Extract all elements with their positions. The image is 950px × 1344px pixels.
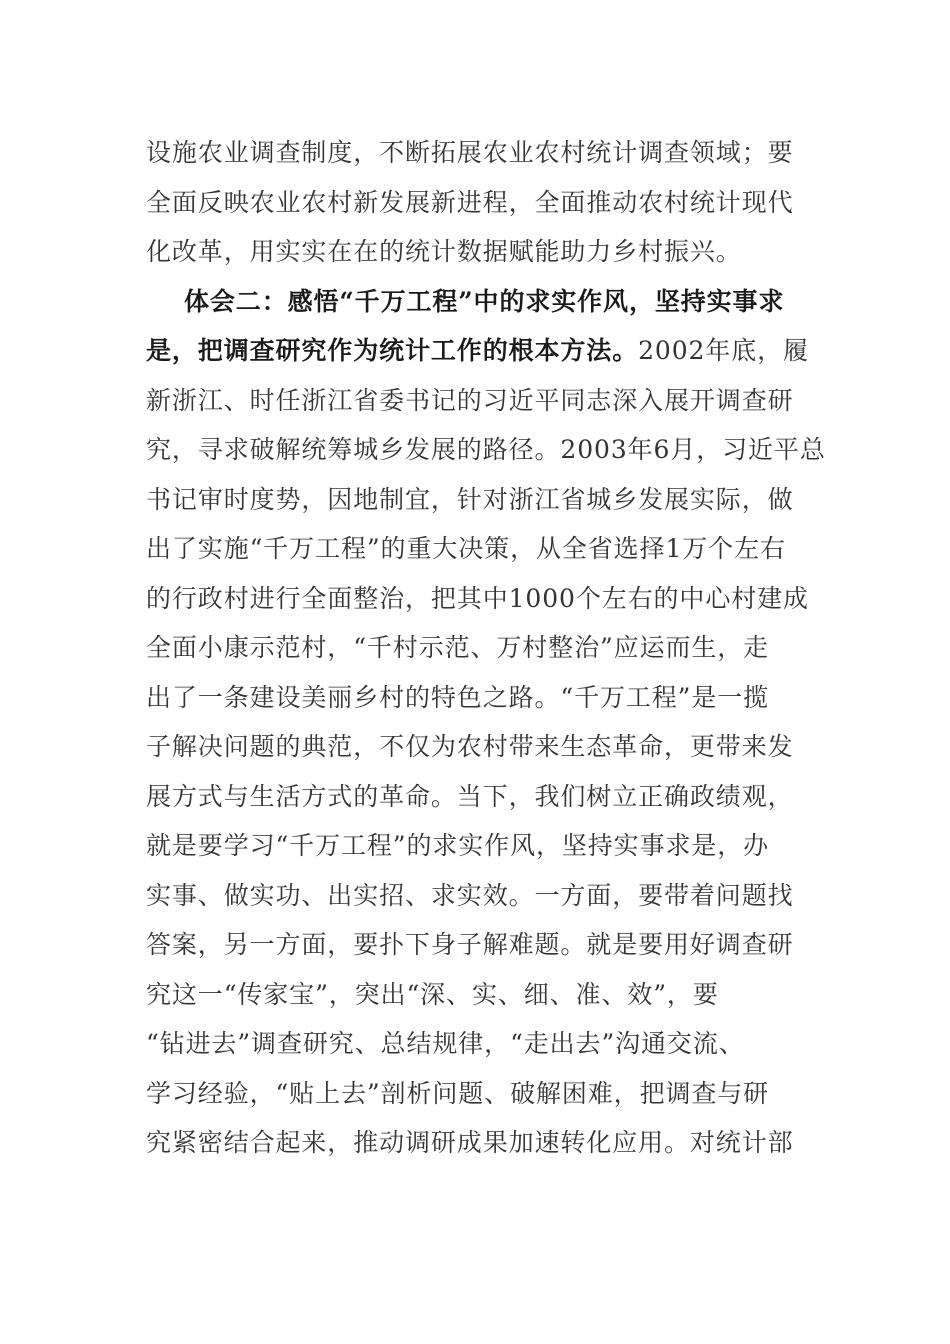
line-text: 书记审时度势，因地制宜，针对浙江省城乡发展实际，做 — [146, 484, 794, 514]
line-text: 全面小康示范村，“千村示范、万村整治”应运而生，走 — [146, 633, 770, 662]
line-text: 的行政村进行全面整治，把其中1000个左右的中心村建成 — [146, 583, 809, 613]
text-line — [146, 1019, 810, 1069]
line-text: 答案，另一方面，要扑下身子解难题。就是要用好调查研 — [146, 930, 794, 959]
line-text: 实事、做实功、出实招、求实效。一方面，要带着问题找 — [146, 880, 794, 910]
line-text: 究这一“传家宝”，突出“深、实、细、准、效”，要 — [146, 979, 719, 1009]
text-line — [146, 524, 810, 574]
line-text: 就是要学习“千万工程”的求实作风，坚持实事求是，办 — [146, 831, 770, 860]
text-line — [146, 772, 810, 822]
line-text: 究紧密结合起来，推动调研成果加速转化应用。对统计部 — [146, 1128, 794, 1157]
text-line — [146, 574, 810, 624]
text-line — [146, 128, 810, 178]
text-line — [146, 920, 810, 970]
line-text: 新浙江、时任浙江省委书记的习近平同志深入展开调查研 — [146, 385, 794, 415]
text-line — [146, 425, 826, 475]
text-line — [146, 722, 810, 772]
line-text: 出了实施“千万工程”的重大决策，从全省选择1万个左右 — [146, 534, 786, 563]
text-line — [146, 227, 810, 277]
text-line — [146, 376, 810, 426]
text-line — [146, 623, 810, 673]
text-line — [146, 970, 810, 1020]
text-line — [146, 475, 810, 525]
line-text: 出了一条建设美丽乡村的特色之路。“千万工程”是一揽 — [146, 682, 770, 712]
text-line — [146, 1069, 810, 1119]
line-text: 学习经验，“贴上去”剖析问题、破解困难，把调查与研 — [146, 1078, 770, 1108]
line-text: 究，寻求破解统筹城乡发展的路径。2003年6月，习近平总 — [146, 435, 826, 464]
line-text: “钻进去”调查研究、总结规律，“走出去”沟通交流、 — [146, 1029, 745, 1058]
section-heading: 是，把调查研究作为统计工作的根本方法。 — [146, 336, 639, 365]
line-text: 2002年底，履 — [638, 336, 809, 365]
section-heading: 体会二：感悟“千万工程”中的求实作风，坚持实事求 — [184, 286, 785, 316]
body-text — [146, 128, 826, 1168]
text-line — [146, 178, 810, 228]
line-text: 子解决问题的典范，不仅为农村带来生态革命，更带来发 — [146, 732, 794, 761]
text-line — [146, 673, 810, 723]
line-text: 化改革，用实实在在的统计数据赋能助力乡村振兴。 — [146, 237, 742, 266]
text-line — [146, 821, 810, 871]
line-text: 展方式与生活方式的革命。当下，我们树立正确政绩观， — [146, 781, 794, 811]
line-text: 设施农业调查制度，不断拓展农业农村统计调查领域；要 — [146, 138, 794, 167]
text-line — [146, 871, 810, 921]
text-line — [146, 326, 810, 376]
text-line — [146, 277, 810, 327]
text-line — [146, 1118, 810, 1168]
line-text: 全面反映农业农村新发展新进程，全面推动农村统计现代 — [146, 187, 794, 217]
